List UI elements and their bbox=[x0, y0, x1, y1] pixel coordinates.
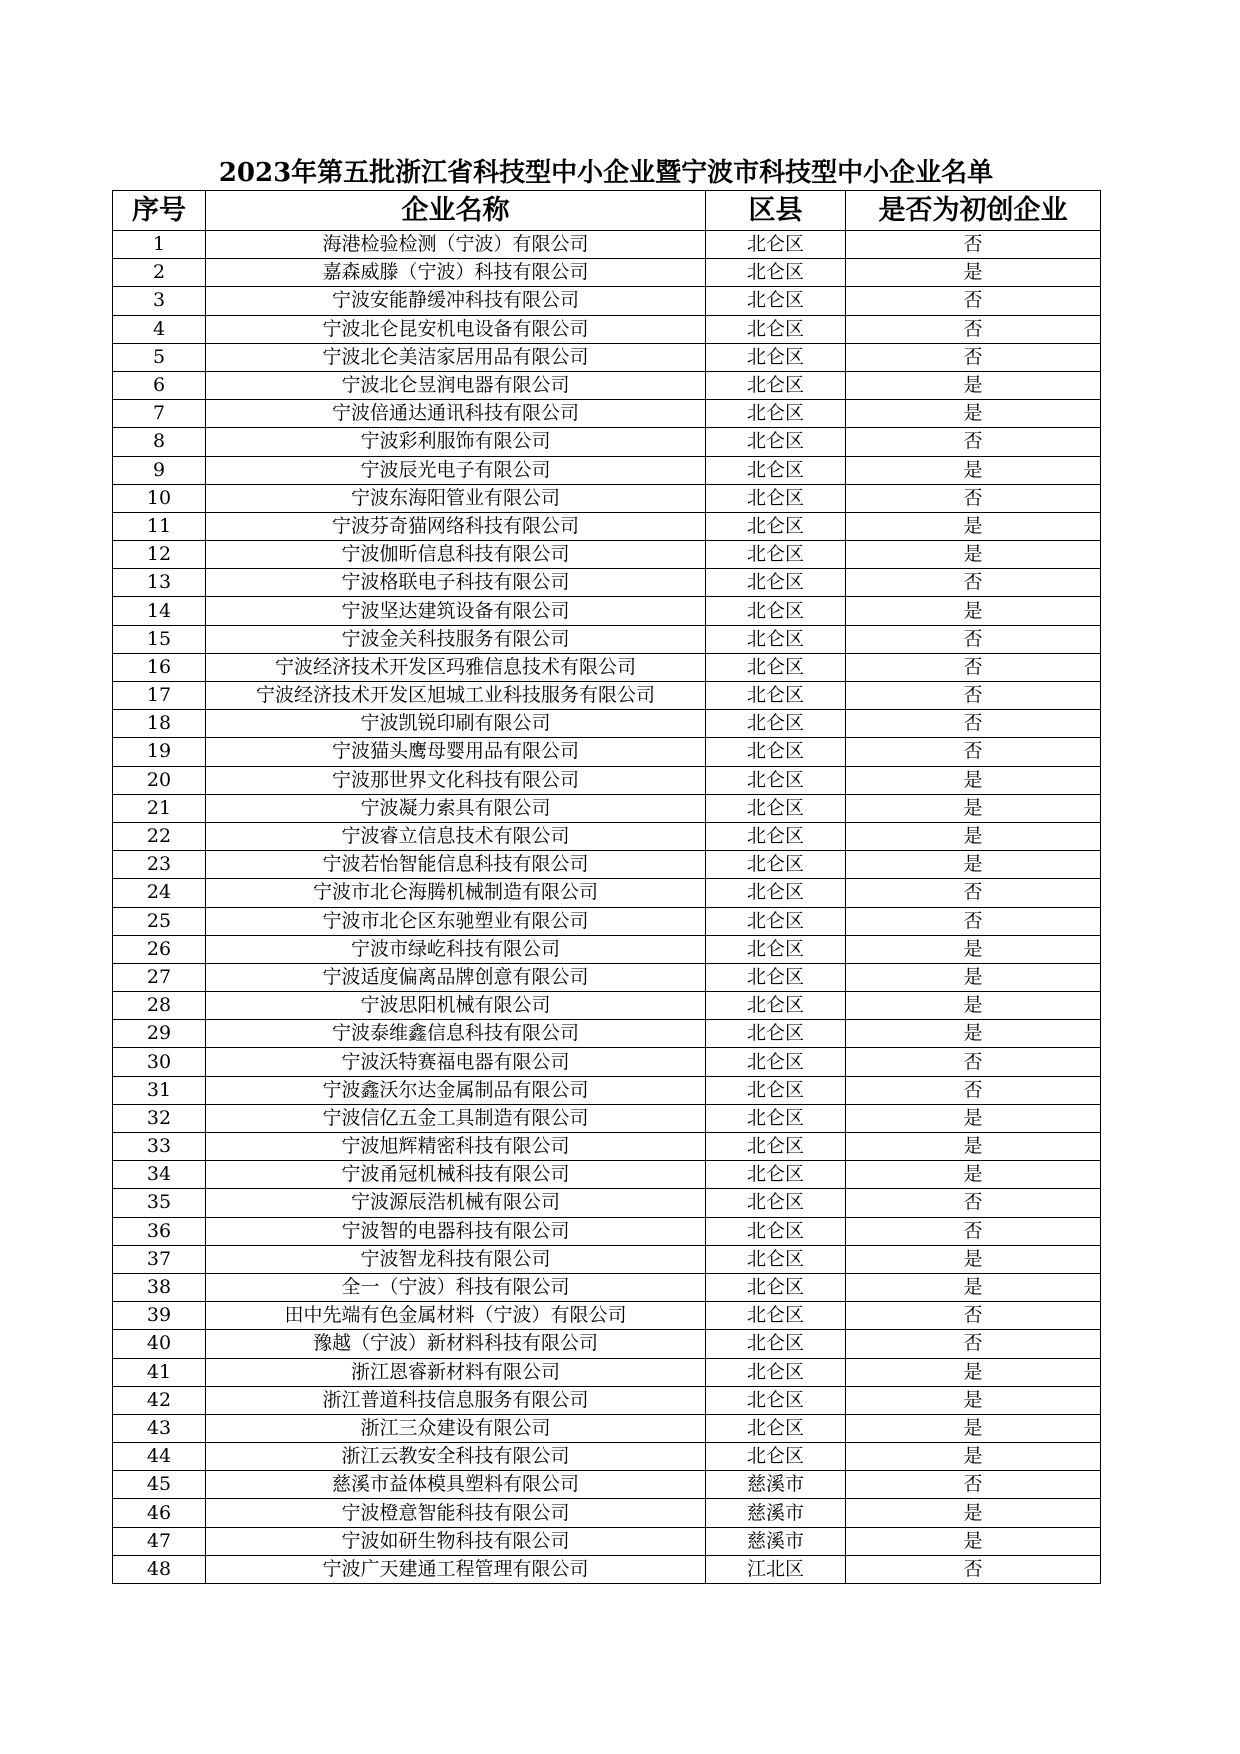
company-name: 宁波芬奇猫网络科技有限公司 bbox=[206, 512, 706, 540]
company-name: 宁波泰维鑫信息科技有限公司 bbox=[206, 1020, 706, 1048]
row-number: 44 bbox=[113, 1443, 206, 1471]
company-name: 宁波沃特赛福电器有限公司 bbox=[206, 1048, 706, 1076]
company-name: 浙江普道科技信息服务有限公司 bbox=[206, 1386, 706, 1414]
table-row bbox=[113, 597, 1101, 625]
district: 北仑区 bbox=[706, 1104, 846, 1132]
table-row bbox=[113, 343, 1101, 371]
district: 北仑区 bbox=[706, 1386, 846, 1414]
startup-flag: 否 bbox=[846, 653, 1101, 681]
district: 北仑区 bbox=[706, 287, 846, 315]
table-row bbox=[113, 259, 1101, 287]
district: 北仑区 bbox=[706, 1048, 846, 1076]
row-number: 6 bbox=[113, 371, 206, 399]
company-name: 宁波橙意智能科技有限公司 bbox=[206, 1499, 706, 1527]
row-number: 38 bbox=[113, 1273, 206, 1301]
company-name: 宁波经济技术开发区玛雅信息技术有限公司 bbox=[206, 653, 706, 681]
company-name: 宁波北仑昱润电器有限公司 bbox=[206, 371, 706, 399]
table-row bbox=[113, 625, 1101, 653]
district: 北仑区 bbox=[706, 1161, 846, 1189]
row-number: 34 bbox=[113, 1161, 206, 1189]
startup-flag: 是 bbox=[846, 1133, 1101, 1161]
startup-flag: 否 bbox=[846, 1471, 1101, 1499]
startup-flag: 是 bbox=[846, 1020, 1101, 1048]
table-row bbox=[113, 287, 1101, 315]
row-number: 48 bbox=[113, 1555, 206, 1583]
table-row bbox=[113, 569, 1101, 597]
table-row bbox=[113, 541, 1101, 569]
company-name: 海港检验检测（宁波）有限公司 bbox=[206, 231, 706, 259]
district: 北仑区 bbox=[706, 1020, 846, 1048]
company-name: 宁波经济技术开发区旭城工业科技服务有限公司 bbox=[206, 682, 706, 710]
table-row bbox=[113, 794, 1101, 822]
startup-flag: 是 bbox=[846, 851, 1101, 879]
table-row bbox=[113, 1189, 1101, 1217]
district: 慈溪市 bbox=[706, 1527, 846, 1555]
table-row bbox=[113, 1414, 1101, 1442]
company-name: 宁波旭辉精密科技有限公司 bbox=[206, 1133, 706, 1161]
company-name: 宁波市北仑区东驰塑业有限公司 bbox=[206, 907, 706, 935]
table-row bbox=[113, 822, 1101, 850]
district: 北仑区 bbox=[706, 1217, 846, 1245]
district: 北仑区 bbox=[706, 1273, 846, 1301]
table-row bbox=[113, 1076, 1101, 1104]
district: 北仑区 bbox=[706, 935, 846, 963]
company-name: 宁波如研生物科技有限公司 bbox=[206, 1527, 706, 1555]
table-row bbox=[113, 738, 1101, 766]
startup-flag: 否 bbox=[846, 625, 1101, 653]
table-row bbox=[113, 315, 1101, 343]
startup-flag: 否 bbox=[846, 484, 1101, 512]
company-name: 宁波鑫沃尔达金属制品有限公司 bbox=[206, 1076, 706, 1104]
company-name: 宁波那世界文化科技有限公司 bbox=[206, 766, 706, 794]
company-name: 宁波市北仑海腾机械制造有限公司 bbox=[206, 879, 706, 907]
district: 北仑区 bbox=[706, 992, 846, 1020]
row-number: 18 bbox=[113, 710, 206, 738]
table-row bbox=[113, 851, 1101, 879]
district: 北仑区 bbox=[706, 963, 846, 991]
row-number: 28 bbox=[113, 992, 206, 1020]
startup-flag: 是 bbox=[846, 963, 1101, 991]
district: 北仑区 bbox=[706, 1076, 846, 1104]
table-row bbox=[113, 1386, 1101, 1414]
district: 北仑区 bbox=[706, 1414, 846, 1442]
table-row bbox=[113, 371, 1101, 399]
company-name: 嘉森威滕（宁波）科技有限公司 bbox=[206, 259, 706, 287]
district: 北仑区 bbox=[706, 682, 846, 710]
table-row bbox=[113, 1217, 1101, 1245]
table-row bbox=[113, 1443, 1101, 1471]
startup-flag: 否 bbox=[846, 738, 1101, 766]
row-number: 31 bbox=[113, 1076, 206, 1104]
district: 北仑区 bbox=[706, 794, 846, 822]
company-table bbox=[112, 190, 1101, 1584]
row-number: 20 bbox=[113, 766, 206, 794]
header-district: 区县 bbox=[706, 191, 846, 231]
table-row bbox=[113, 231, 1101, 259]
table-body bbox=[113, 231, 1101, 1584]
table-row bbox=[113, 935, 1101, 963]
page-title: 2023年第五批浙江省科技型中小企业暨宁波市科技型中小企业名单 bbox=[218, 158, 994, 188]
row-number: 5 bbox=[113, 343, 206, 371]
table-row bbox=[113, 1527, 1101, 1555]
table-row bbox=[113, 1555, 1101, 1583]
table-row bbox=[113, 428, 1101, 456]
table-row bbox=[113, 1245, 1101, 1273]
startup-flag: 否 bbox=[846, 879, 1101, 907]
table-row bbox=[113, 1161, 1101, 1189]
district: 北仑区 bbox=[706, 879, 846, 907]
row-number: 15 bbox=[113, 625, 206, 653]
startup-flag: 是 bbox=[846, 822, 1101, 850]
company-name: 慈溪市益体模具塑料有限公司 bbox=[206, 1471, 706, 1499]
table-row bbox=[113, 484, 1101, 512]
table-row bbox=[113, 963, 1101, 991]
table-row bbox=[113, 1302, 1101, 1330]
row-number: 40 bbox=[113, 1330, 206, 1358]
startup-flag: 否 bbox=[846, 1330, 1101, 1358]
district: 慈溪市 bbox=[706, 1471, 846, 1499]
startup-flag: 否 bbox=[846, 315, 1101, 343]
row-number: 21 bbox=[113, 794, 206, 822]
company-name: 宁波金关科技服务有限公司 bbox=[206, 625, 706, 653]
district: 慈溪市 bbox=[706, 1499, 846, 1527]
company-name: 宁波坚达建筑设备有限公司 bbox=[206, 597, 706, 625]
row-number: 4 bbox=[113, 315, 206, 343]
startup-flag: 否 bbox=[846, 1555, 1101, 1583]
district: 北仑区 bbox=[706, 822, 846, 850]
company-name: 宁波信亿五金工具制造有限公司 bbox=[206, 1104, 706, 1132]
row-number: 29 bbox=[113, 1020, 206, 1048]
table-row bbox=[113, 1358, 1101, 1386]
startup-flag: 否 bbox=[846, 1189, 1101, 1217]
company-name: 宁波智的电器科技有限公司 bbox=[206, 1217, 706, 1245]
row-number: 30 bbox=[113, 1048, 206, 1076]
company-name: 宁波伽昕信息科技有限公司 bbox=[206, 541, 706, 569]
table-row bbox=[113, 992, 1101, 1020]
company-name: 浙江云教安全科技有限公司 bbox=[206, 1443, 706, 1471]
row-number: 19 bbox=[113, 738, 206, 766]
table-row bbox=[113, 1499, 1101, 1527]
row-number: 25 bbox=[113, 907, 206, 935]
district: 北仑区 bbox=[706, 738, 846, 766]
company-name: 田中先端有色金属材料（宁波）有限公司 bbox=[206, 1302, 706, 1330]
company-name: 全一（宁波）科技有限公司 bbox=[206, 1273, 706, 1301]
startup-flag: 否 bbox=[846, 1076, 1101, 1104]
company-name: 宁波市绿屹科技有限公司 bbox=[206, 935, 706, 963]
company-name: 宁波北仑昆安机电设备有限公司 bbox=[206, 315, 706, 343]
company-name: 宁波东海阳管业有限公司 bbox=[206, 484, 706, 512]
row-number: 9 bbox=[113, 456, 206, 484]
startup-flag: 是 bbox=[846, 1499, 1101, 1527]
startup-flag: 是 bbox=[846, 371, 1101, 399]
startup-flag: 是 bbox=[846, 1273, 1101, 1301]
company-name: 宁波若怡智能信息科技有限公司 bbox=[206, 851, 706, 879]
row-number: 23 bbox=[113, 851, 206, 879]
row-number: 46 bbox=[113, 1499, 206, 1527]
startup-flag: 是 bbox=[846, 1443, 1101, 1471]
district: 北仑区 bbox=[706, 456, 846, 484]
district: 北仑区 bbox=[706, 428, 846, 456]
district: 北仑区 bbox=[706, 1189, 846, 1217]
table-row bbox=[113, 1471, 1101, 1499]
district: 北仑区 bbox=[706, 710, 846, 738]
district: 北仑区 bbox=[706, 907, 846, 935]
startup-flag: 是 bbox=[846, 992, 1101, 1020]
startup-flag: 是 bbox=[846, 935, 1101, 963]
startup-flag: 否 bbox=[846, 907, 1101, 935]
district: 北仑区 bbox=[706, 625, 846, 653]
header-no: 序号 bbox=[113, 191, 206, 231]
row-number: 22 bbox=[113, 822, 206, 850]
startup-flag: 是 bbox=[846, 259, 1101, 287]
table-row bbox=[113, 1020, 1101, 1048]
row-number: 7 bbox=[113, 400, 206, 428]
startup-flag: 否 bbox=[846, 710, 1101, 738]
district: 北仑区 bbox=[706, 512, 846, 540]
company-name: 宁波适度偏离品牌创意有限公司 bbox=[206, 963, 706, 991]
district: 北仑区 bbox=[706, 1302, 846, 1330]
district: 北仑区 bbox=[706, 1443, 846, 1471]
startup-flag: 否 bbox=[846, 569, 1101, 597]
table-row bbox=[113, 1048, 1101, 1076]
district: 北仑区 bbox=[706, 569, 846, 597]
table-header-row bbox=[113, 191, 1101, 231]
row-number: 3 bbox=[113, 287, 206, 315]
district: 北仑区 bbox=[706, 1358, 846, 1386]
district: 北仑区 bbox=[706, 231, 846, 259]
row-number: 47 bbox=[113, 1527, 206, 1555]
district: 江北区 bbox=[706, 1555, 846, 1583]
district: 北仑区 bbox=[706, 597, 846, 625]
table-row bbox=[113, 456, 1101, 484]
district: 北仑区 bbox=[706, 653, 846, 681]
district: 北仑区 bbox=[706, 766, 846, 794]
startup-flag: 是 bbox=[846, 794, 1101, 822]
row-number: 13 bbox=[113, 569, 206, 597]
startup-flag: 否 bbox=[846, 231, 1101, 259]
table-row bbox=[113, 1273, 1101, 1301]
startup-flag: 是 bbox=[846, 1527, 1101, 1555]
company-name: 宁波北仑美洁家居用品有限公司 bbox=[206, 343, 706, 371]
header-name: 企业名称 bbox=[206, 191, 706, 231]
startup-flag: 是 bbox=[846, 1161, 1101, 1189]
row-number: 42 bbox=[113, 1386, 206, 1414]
row-number: 8 bbox=[113, 428, 206, 456]
company-name: 宁波辰光电子有限公司 bbox=[206, 456, 706, 484]
startup-flag: 否 bbox=[846, 343, 1101, 371]
startup-flag: 否 bbox=[846, 287, 1101, 315]
row-number: 27 bbox=[113, 963, 206, 991]
startup-flag: 是 bbox=[846, 512, 1101, 540]
row-number: 45 bbox=[113, 1471, 206, 1499]
company-name: 宁波睿立信息技术有限公司 bbox=[206, 822, 706, 850]
startup-flag: 是 bbox=[846, 1104, 1101, 1132]
company-name: 宁波格联电子科技有限公司 bbox=[206, 569, 706, 597]
company-name: 宁波广天建通工程管理有限公司 bbox=[206, 1555, 706, 1583]
startup-flag: 否 bbox=[846, 1048, 1101, 1076]
district: 北仑区 bbox=[706, 1133, 846, 1161]
company-name: 宁波智龙科技有限公司 bbox=[206, 1245, 706, 1273]
district: 北仑区 bbox=[706, 484, 846, 512]
district: 北仑区 bbox=[706, 1245, 846, 1273]
row-number: 10 bbox=[113, 484, 206, 512]
row-number: 14 bbox=[113, 597, 206, 625]
row-number: 1 bbox=[113, 231, 206, 259]
startup-flag: 否 bbox=[846, 1217, 1101, 1245]
row-number: 41 bbox=[113, 1358, 206, 1386]
company-name: 宁波倍通达通讯科技有限公司 bbox=[206, 400, 706, 428]
startup-flag: 是 bbox=[846, 1245, 1101, 1273]
startup-flag: 是 bbox=[846, 1358, 1101, 1386]
table-row bbox=[113, 682, 1101, 710]
district: 北仑区 bbox=[706, 315, 846, 343]
startup-flag: 是 bbox=[846, 1414, 1101, 1442]
district: 北仑区 bbox=[706, 541, 846, 569]
row-number: 2 bbox=[113, 259, 206, 287]
row-number: 32 bbox=[113, 1104, 206, 1132]
startup-flag: 是 bbox=[846, 541, 1101, 569]
table-row bbox=[113, 512, 1101, 540]
startup-flag: 是 bbox=[846, 597, 1101, 625]
row-number: 16 bbox=[113, 653, 206, 681]
row-number: 35 bbox=[113, 1189, 206, 1217]
startup-flag: 否 bbox=[846, 682, 1101, 710]
table-row bbox=[113, 1330, 1101, 1358]
company-name: 宁波甬冠机械科技有限公司 bbox=[206, 1161, 706, 1189]
row-number: 17 bbox=[113, 682, 206, 710]
header-startup: 是否为初创企业 bbox=[846, 191, 1101, 231]
company-name: 宁波凝力索具有限公司 bbox=[206, 794, 706, 822]
company-name: 宁波源辰浩机械有限公司 bbox=[206, 1189, 706, 1217]
company-name: 宁波彩利服饰有限公司 bbox=[206, 428, 706, 456]
table-row bbox=[113, 907, 1101, 935]
startup-flag: 是 bbox=[846, 456, 1101, 484]
company-name: 宁波猫头鹰母婴用品有限公司 bbox=[206, 738, 706, 766]
row-number: 43 bbox=[113, 1414, 206, 1442]
table-row bbox=[113, 400, 1101, 428]
district: 北仑区 bbox=[706, 851, 846, 879]
district: 北仑区 bbox=[706, 371, 846, 399]
company-name: 豫越（宁波）新材料科技有限公司 bbox=[206, 1330, 706, 1358]
company-name: 宁波思阳机械有限公司 bbox=[206, 992, 706, 1020]
startup-flag: 否 bbox=[846, 428, 1101, 456]
startup-flag: 否 bbox=[846, 1302, 1101, 1330]
startup-flag: 是 bbox=[846, 766, 1101, 794]
table-row bbox=[113, 653, 1101, 681]
row-number: 24 bbox=[113, 879, 206, 907]
row-number: 11 bbox=[113, 512, 206, 540]
startup-flag: 是 bbox=[846, 1386, 1101, 1414]
row-number: 36 bbox=[113, 1217, 206, 1245]
row-number: 12 bbox=[113, 541, 206, 569]
row-number: 37 bbox=[113, 1245, 206, 1273]
table-row bbox=[113, 1133, 1101, 1161]
table-row bbox=[113, 710, 1101, 738]
table-row bbox=[113, 1104, 1101, 1132]
startup-flag: 是 bbox=[846, 400, 1101, 428]
company-name: 浙江恩睿新材料有限公司 bbox=[206, 1358, 706, 1386]
district: 北仑区 bbox=[706, 400, 846, 428]
table-row bbox=[113, 879, 1101, 907]
table-row bbox=[113, 766, 1101, 794]
district: 北仑区 bbox=[706, 1330, 846, 1358]
district: 北仑区 bbox=[706, 343, 846, 371]
row-number: 39 bbox=[113, 1302, 206, 1330]
company-name: 浙江三众建设有限公司 bbox=[206, 1414, 706, 1442]
row-number: 26 bbox=[113, 935, 206, 963]
company-name: 宁波安能静缓冲科技有限公司 bbox=[206, 287, 706, 315]
district: 北仑区 bbox=[706, 259, 846, 287]
row-number: 33 bbox=[113, 1133, 206, 1161]
company-name: 宁波凯锐印刷有限公司 bbox=[206, 710, 706, 738]
